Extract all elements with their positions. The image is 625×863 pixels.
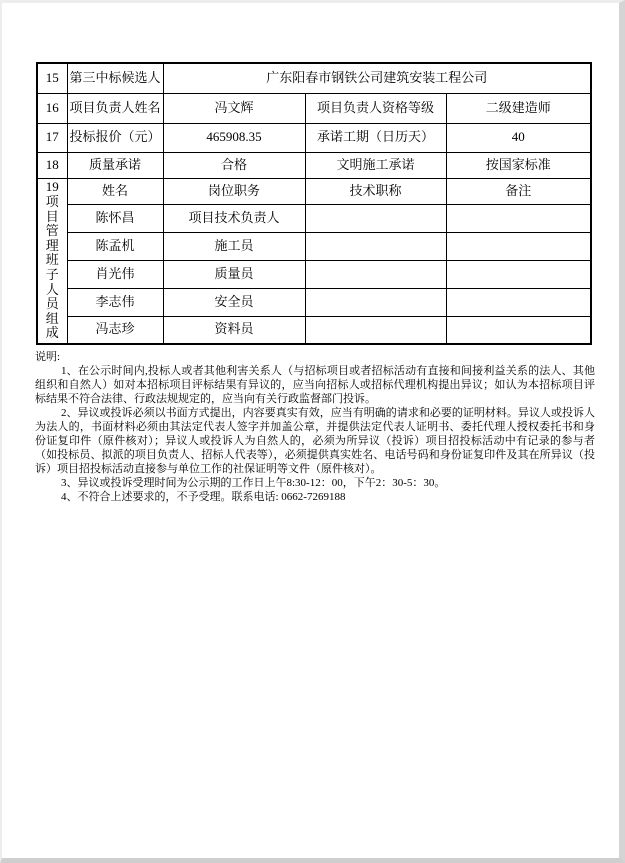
member-tech-title (305, 316, 446, 344)
note-item-4: 4、不符合上述要求的，不予受理。联系电话: 0662-7269188 (61, 491, 346, 503)
column-header-tech-title: 技术职称 (305, 178, 446, 204)
vertical-label-project-team: 项目管理班子人员组成 (45, 194, 59, 341)
label-bid-price: 投标报价（元） (67, 123, 163, 152)
value-bid-price: 465908.35 (163, 123, 305, 152)
row-number-and-vertical-label (37, 178, 67, 344)
member-remark (446, 204, 591, 232)
table-row (37, 152, 591, 178)
row-number: 17 (37, 123, 67, 152)
label-project-manager-name: 项目负责人姓名 (67, 93, 163, 123)
member-name: 陈怀昌 (67, 204, 163, 232)
label-third-candidate: 第三中标候选人 (67, 63, 163, 93)
member-position: 质量员 (163, 260, 305, 288)
note-item-2: 2、异议或投诉必须以书面方式提出，内容要真实有效，应当有明确的请求和必要的证明材料。异议人或投诉人为法人的，书面材料必须由其法定代表人签字并加盖公章，并提供法定代表人证明书、委托代理人授权委托书和身份证复印件（原件核对）；异议人或投诉人为自然人的，必须为所异议（投诉）项目招投标活动中有记录的参与者（如投标员、拟派的项目负责人、招标人代表等），必须提供真实姓名、电话号码和身份证复印件及其在所异议（投诉）项目招投标活动直接参与单位工作的社保证明等文件（原件核对）。 (35, 407, 595, 475)
note-item-1: 1、在公示时间内,投标人或者其他利害关系人（与招标项目或者招标活动有直接和间接利益关系的法人、其他组织和自然人）如对本招标项目评标结果有异议的，应当向招标人或招标代理机构提出异议；如认为本招标项目评标结果不符合法律、行政法规规定的，应当向有关行政监督部门投诉。 (35, 365, 595, 405)
member-remark (446, 316, 591, 344)
member-tech-title (305, 204, 446, 232)
member-remark (446, 232, 591, 260)
member-remark (446, 288, 591, 316)
member-name: 陈孟机 (67, 232, 163, 260)
table-row (37, 93, 591, 123)
table-row (37, 63, 591, 93)
value-project-manager-name: 冯文辉 (163, 93, 305, 123)
team-member-row (37, 316, 591, 344)
team-member-row (37, 204, 591, 232)
label-manager-qualification: 项目负责人资格等级 (305, 93, 446, 123)
notes-heading: 说明: (35, 351, 61, 363)
row-number: 16 (37, 93, 67, 123)
row-number: 18 (37, 152, 67, 178)
label-quality-commitment: 质量承诺 (67, 152, 163, 178)
notes-section (35, 350, 595, 504)
member-name: 肖光伟 (67, 260, 163, 288)
member-name: 冯志珍 (67, 316, 163, 344)
note-item-3: 3、异议或投诉受理时间为公示期的工作日上午8:30-12：00，下午2：30-5：30。 (61, 477, 446, 489)
label-promised-duration: 承诺工期（日历天） (305, 123, 446, 152)
label-civilized-construction: 文明施工承诺 (305, 152, 446, 178)
member-tech-title (305, 260, 446, 288)
column-header-remark: 备注 (446, 178, 591, 204)
row-number: 19 (45, 179, 59, 195)
value-quality-commitment: 合格 (163, 152, 305, 178)
value-third-candidate-company: 广东阳春市钢铁公司建筑安装工程公司 (163, 63, 591, 93)
team-member-row (37, 232, 591, 260)
team-member-row (37, 288, 591, 316)
column-header-position: 岗位职务 (163, 178, 305, 204)
member-position: 施工员 (163, 232, 305, 260)
member-position: 项目技术负责人 (163, 204, 305, 232)
member-tech-title (305, 288, 446, 316)
member-name: 李志伟 (67, 288, 163, 316)
member-tech-title (305, 232, 446, 260)
table-row (37, 123, 591, 152)
team-member-row (37, 260, 591, 288)
value-promised-duration: 40 (446, 123, 591, 152)
member-position: 安全员 (163, 288, 305, 316)
row-number: 15 (37, 63, 67, 93)
member-remark (446, 260, 591, 288)
value-manager-qualification: 二级建造师 (446, 93, 591, 123)
column-header-name: 姓名 (67, 178, 163, 204)
bid-result-table (36, 62, 592, 345)
value-civilized-construction: 按国家标准 (446, 152, 591, 178)
member-position: 资料员 (163, 316, 305, 344)
team-header-row (37, 178, 591, 204)
